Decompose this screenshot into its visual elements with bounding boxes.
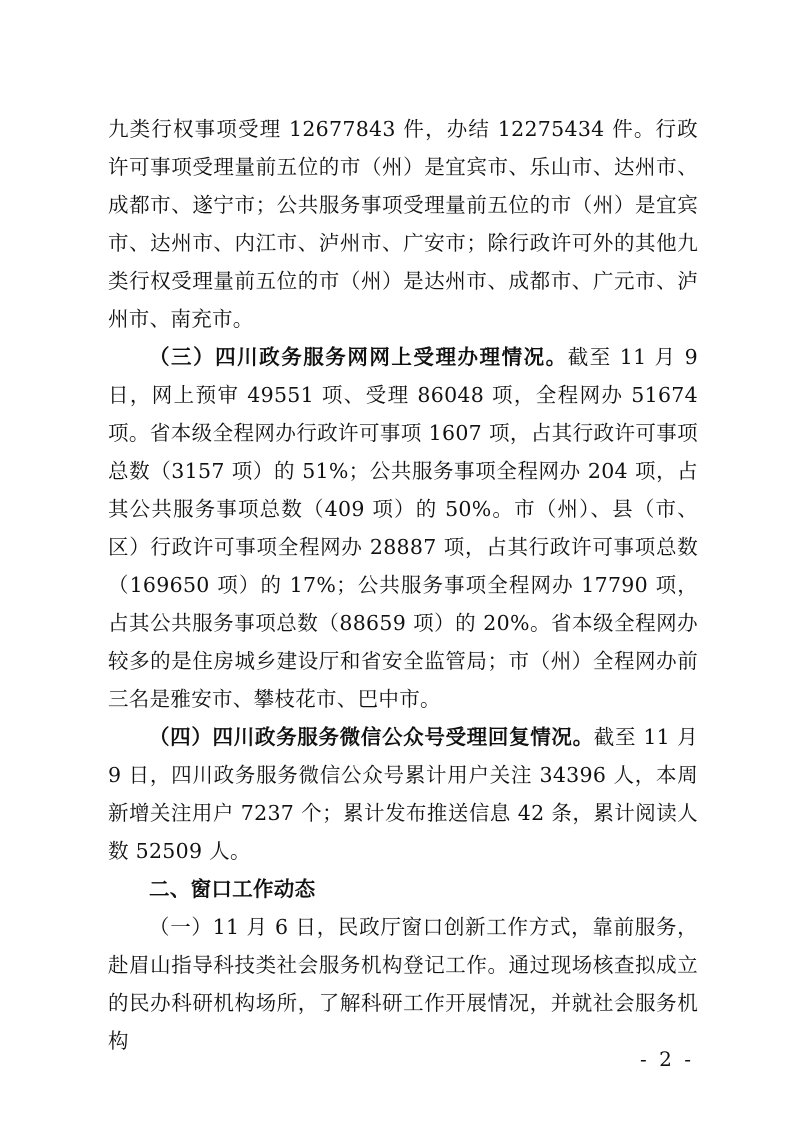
section-heading-window-work: 二、窗口工作动态 bbox=[149, 877, 316, 901]
paragraph-window-work-1: （一）11 月 6 日，民政厅窗口创新工作方式，靠前服务，赴眉山指导科技类社会服务机构登记工作。通过现场核查拟成立的民办科研机构场所，了解科研工作开展情况，并就社会服务机构 bbox=[108, 915, 698, 1053]
paragraph-wechat-service-body: 截至 11 月 9 日，四川政务服务微信公众号累计用户关注 34396 人，本周新增关注用户 7237 个；累计发布推送信息 42 条，累计阅读人数 52509 人。 bbox=[108, 725, 698, 863]
paragraph-wechat-service-title: （四）四川政务服务微信公众号受理回复情况。 bbox=[149, 725, 594, 749]
paragraph-1: 九类行权事项受理 12677843 件，办结 12275434 件。行政许可事项受理量前五位的市（州）是宜宾市、乐山市、达州市、成都市、遂宁市；公共服务事项受理量前五位的市（州）是宜宾市、达州市、内江市、泸州市、广安市；除行政许可外的其他九类行权受理量前五位的市（州）是达州市、成都市、广元市、泸州市、南充市。 bbox=[108, 117, 698, 331]
paragraph-online-service-body: 截至 11 月 9 日，网上预审 49551 项、受理 86048 项，全程网办 51674 项。省本级全程网办行政许可事项 1607 项，占其行政许可事项总数（3157 项）的 51%；公共服务事项全程网办 204 项，占其公共服务事项总数（409 项）的 50%。市（州）、县（市、区）行政许可事项全程网办 28887 项，占其行政许可事项总数（169650 项）的 17%；公共服务事项全程网办 17790 项，占其公共服务事项总数（88659 项）的 20%。省本级全程网办较多的是住房城乡建设厅和省安全监管局；市（州）全程网办前三名是雅安市、攀枝花市、巴中市。 bbox=[108, 345, 698, 711]
document-body bbox=[108, 110, 698, 1060]
page-number: - 2 - bbox=[640, 1047, 694, 1071]
paragraph-online-service-title: （三）四川政务服务网网上受理办理情况。 bbox=[149, 345, 568, 369]
paragraph-wechat-service bbox=[108, 718, 698, 870]
paragraph-online-service bbox=[108, 338, 698, 718]
